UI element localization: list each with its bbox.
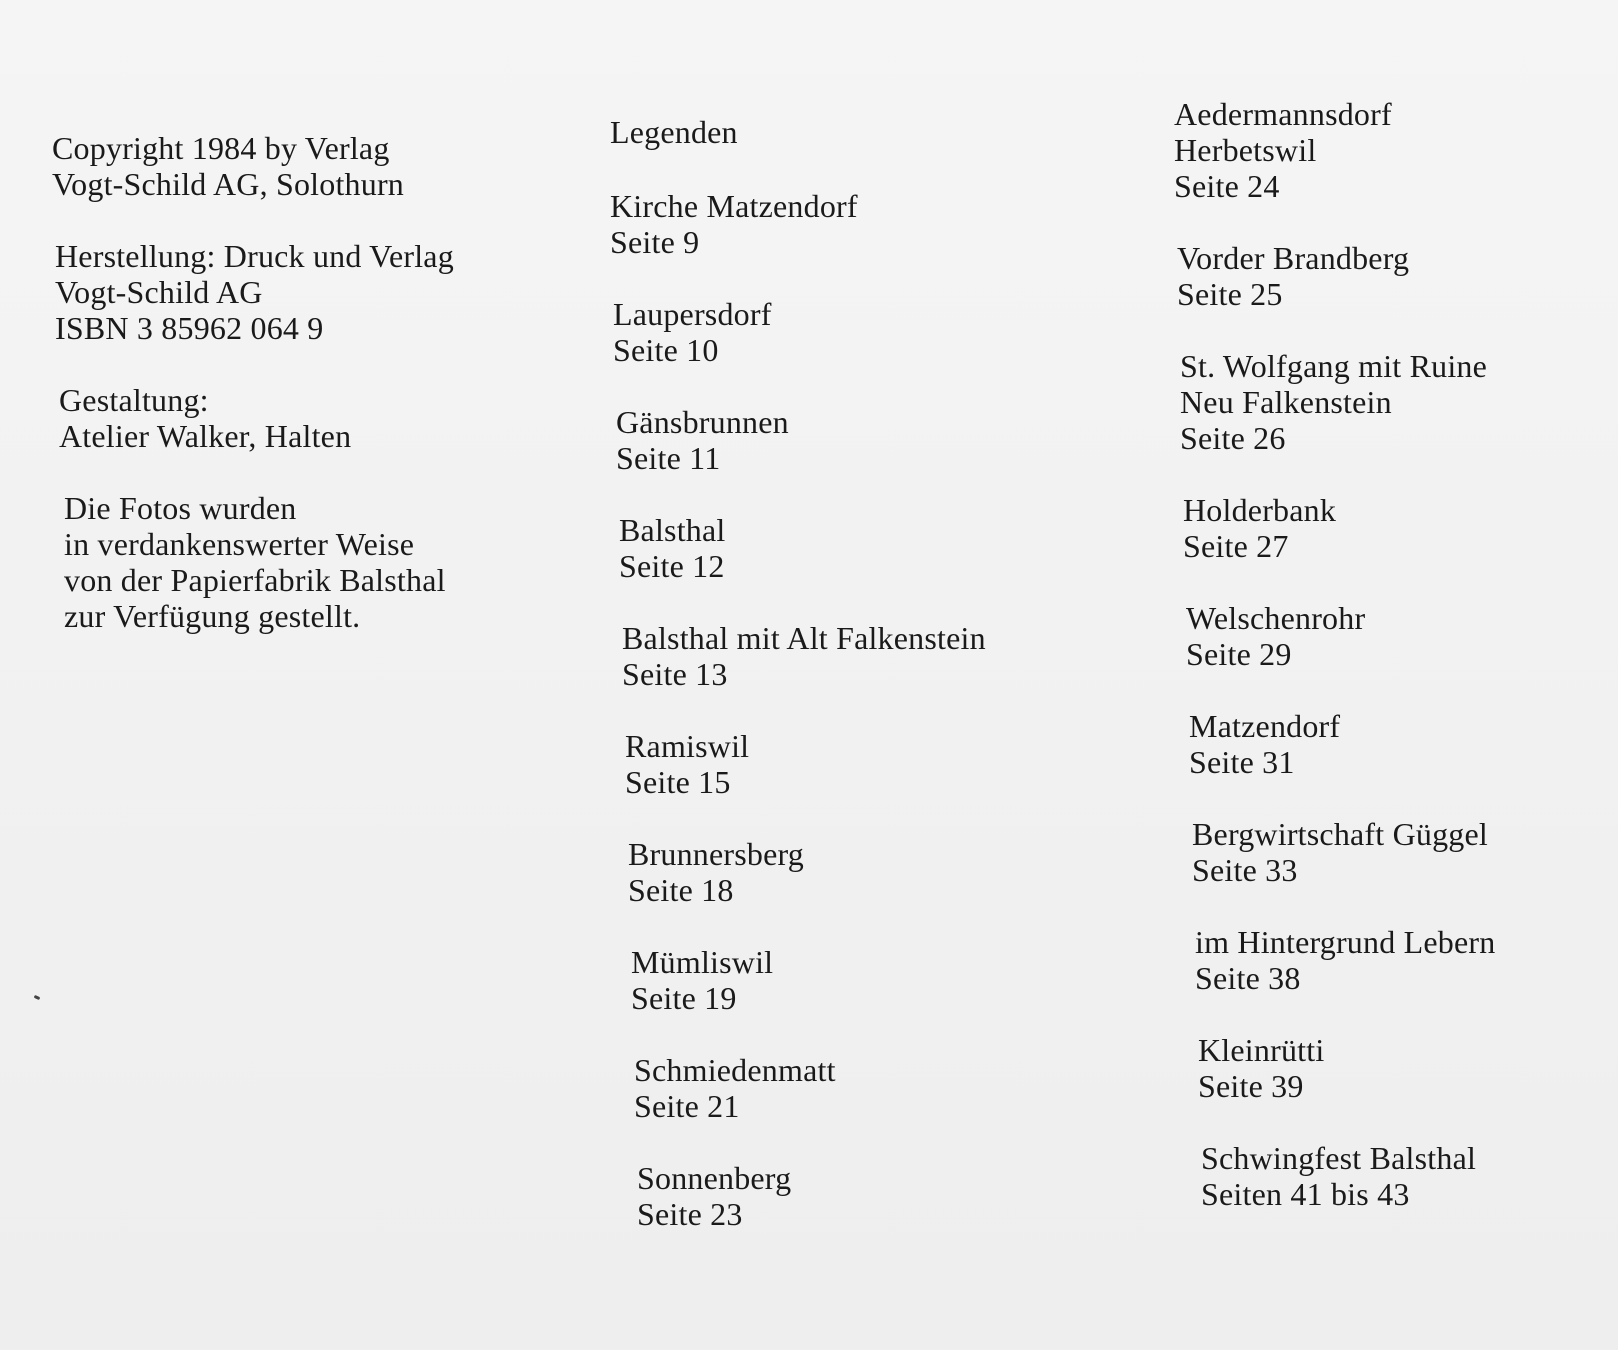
legend-entry (1189, 708, 1604, 780)
legend-page-ref: Seite 13 (622, 656, 728, 692)
copyright-block (52, 130, 572, 202)
legend-caption: Aedermannsdorf (1174, 96, 1392, 132)
legend-caption: Vorder Brandberg (1177, 240, 1410, 276)
legend-entry (1180, 348, 1604, 456)
legend-page-ref: Seite 9 (610, 224, 700, 260)
legend-caption: Gänsbrunnen (616, 404, 789, 440)
legend-caption: Holderbank (1183, 492, 1337, 528)
legends-title: Legenden (610, 114, 738, 150)
legend-caption: Kirche Matzendorf (610, 188, 858, 224)
legend-caption: Balsthal (619, 512, 726, 548)
legend-entry (637, 1160, 1130, 1232)
legend-list-middle (610, 188, 1130, 1232)
legend-entry (1192, 816, 1604, 888)
legend-caption: Ramiswil (625, 728, 750, 764)
legend-caption: Mümliswil (631, 944, 774, 980)
isbn-line: ISBN 3 85962 064 9 (55, 310, 324, 346)
legend-caption: St. Wolfgang mit Ruine (1180, 348, 1488, 384)
legend-page-ref: Seite 38 (1195, 960, 1301, 996)
legends-column-middle (610, 114, 1130, 1268)
legend-page-ref: Seite 25 (1177, 276, 1283, 312)
legend-page-ref: Seite 33 (1192, 852, 1298, 888)
legend-caption: Laupersdorf (613, 296, 772, 332)
production-line: Herstellung: Druck und Verlag (55, 238, 454, 274)
design-line: Atelier Walker, Halten (59, 418, 352, 454)
legend-caption: Sonnenberg (637, 1160, 792, 1196)
legend-entry (1174, 96, 1604, 204)
photo-credit-line: in verdankenswerter Weise (64, 526, 415, 562)
legend-page-ref: Seite 27 (1183, 528, 1289, 564)
legend-entry (619, 512, 1130, 584)
legend-entry (625, 728, 1130, 800)
copyright-line: Vogt-Schild AG, Solothurn (52, 166, 404, 202)
design-line: Gestaltung: (59, 382, 209, 418)
legend-page-ref: Seiten 41 bis 43 (1201, 1176, 1410, 1212)
legend-page-ref: Seite 10 (613, 332, 719, 368)
legend-caption: Schwingfest Balsthal (1201, 1140, 1477, 1176)
legends-column-right (1174, 96, 1604, 1248)
legend-page-ref: Seite 31 (1189, 744, 1295, 780)
legend-caption: Balsthal mit Alt Falkenstein (622, 620, 986, 656)
legend-entry (628, 836, 1130, 908)
scan-speck (34, 995, 41, 1000)
legend-entry (1195, 924, 1604, 996)
legend-entry (610, 188, 1130, 260)
legend-page-ref: Seite 11 (616, 440, 721, 476)
imprint-column (52, 130, 572, 670)
legend-caption: Kleinrütti (1198, 1032, 1325, 1068)
legend-list-right (1174, 96, 1604, 1212)
copyright-line: Copyright 1984 by Verlag (52, 130, 390, 166)
legend-caption: Bergwirtschaft Güggel (1192, 816, 1488, 852)
legend-page-ref: Seite 29 (1186, 636, 1292, 672)
legend-entry (1177, 240, 1604, 312)
legend-entry (616, 404, 1130, 476)
legend-caption: Schmiedenmatt (634, 1052, 836, 1088)
legend-entry (1198, 1032, 1604, 1104)
legend-entry (622, 620, 1130, 692)
legend-page-ref: Seite 18 (628, 872, 734, 908)
photo-credit-block (64, 490, 572, 634)
legend-entry (634, 1052, 1130, 1124)
legend-page-ref: Seite 12 (619, 548, 725, 584)
production-line: Vogt-Schild AG (55, 274, 263, 310)
legend-caption: Herbetswil (1174, 132, 1317, 168)
legend-caption: Matzendorf (1189, 708, 1341, 744)
legend-page-ref: Seite 24 (1174, 168, 1280, 204)
legend-caption: Brunnersberg (628, 836, 804, 872)
design-block (59, 382, 572, 454)
legend-caption: Neu Falkenstein (1180, 384, 1392, 420)
production-block (55, 238, 572, 346)
legend-page-ref: Seite 15 (625, 764, 731, 800)
legend-caption: Welschenrohr (1186, 600, 1366, 636)
legend-entry (1201, 1140, 1604, 1212)
legend-page-ref: Seite 23 (637, 1196, 743, 1232)
photo-credit-line: von der Papierfabrik Balsthal (64, 562, 446, 598)
legend-entry (613, 296, 1130, 368)
photo-credit-line: zur Verfügung gestellt. (64, 598, 361, 634)
legend-entry (1186, 600, 1604, 672)
legend-page-ref: Seite 39 (1198, 1068, 1304, 1104)
legend-page-ref: Seite 21 (634, 1088, 740, 1124)
legend-page-ref: Seite 19 (631, 980, 737, 1016)
legend-entry (631, 944, 1130, 1016)
legend-caption: im Hintergrund Lebern (1195, 924, 1496, 960)
legend-page-ref: Seite 26 (1180, 420, 1286, 456)
legend-entry (1183, 492, 1604, 564)
photo-credit-line: Die Fotos wurden (64, 490, 297, 526)
